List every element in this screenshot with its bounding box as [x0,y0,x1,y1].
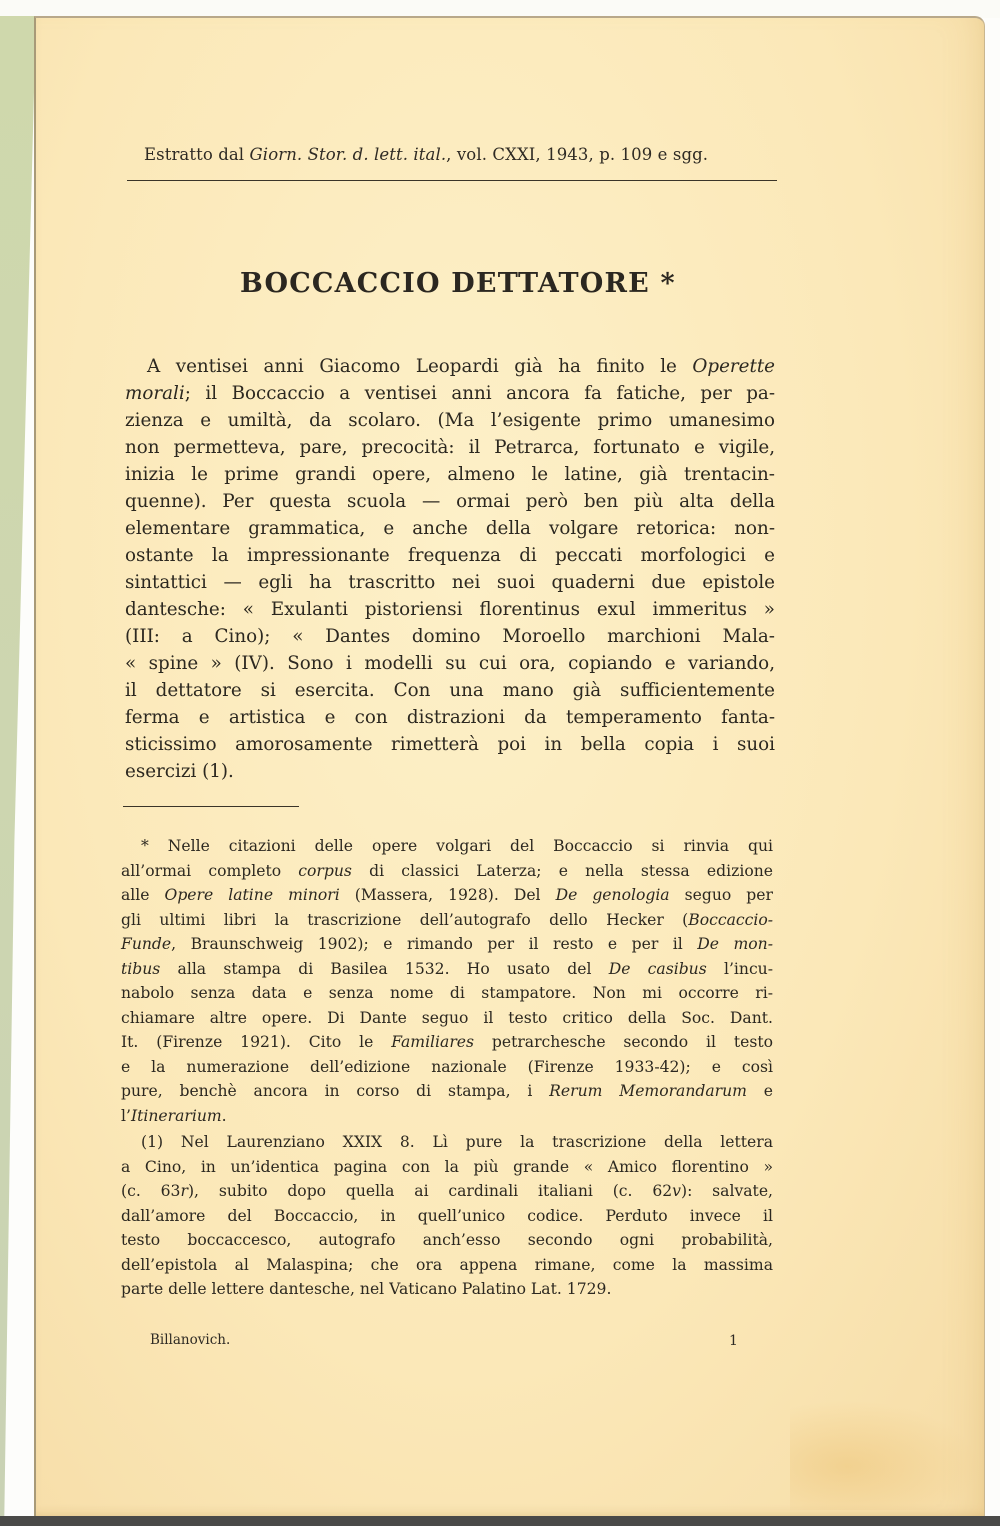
body-line: zienza e umiltà, da scolaro. (Ma l’esigente primo umanesimo [125,410,775,431]
body-line: quenne). Per questa scuola — ormai però ben più alta della [125,491,775,512]
footnote-line: e la numerazione dell’edizione nazionale (Firenze 1933-42); e così [121,1057,773,1076]
paper-stain [790,1400,980,1510]
footnote-line: testo boccaccesco, autografo anch’esso secondo ogni probabilità, [121,1231,773,1249]
footnote-line: (1) Nel Laurenziano XXIX 8. Lì pure la trascrizione della lettera [141,1133,773,1151]
footnote-line: pure, benchè ancora in corso di stampa, i Rerum Memorandarum e [121,1082,774,1100]
footnote-line: l’Itinerarium. [121,1106,227,1125]
body-line: (III: a Cino); « Dantes domino Moroello marchioni Mala- [125,626,775,647]
body-line: esercizi (1). [125,761,234,782]
header-rule [127,180,777,181]
footnote-line: alle Opere latine minori (Massera, 1928). Del De genologia seguo per [121,886,773,904]
footnote-line: parte delle lettere dantesche, nel Vaticano Palatino Lat. 1729. [121,1280,612,1298]
body-paragraph [125,353,775,785]
body-line: sticissimo amorosamente rimetterà poi in bella copia i suoi [125,734,775,755]
body-line: morali; il Boccaccio a ventisei anni ancora fa fatiche, per pa- [125,383,775,404]
scan-bottom-edge [0,1516,1000,1526]
body-line: sintattici — egli ha trascritto nei suoi quaderni due epistole [125,572,775,593]
body-line: ferma e artistica e con distrazioni da temperamento fanta- [125,707,775,728]
body-line: non permetteva, pare, precocità: il Petrarca, fortunato e vigile, [125,437,775,458]
footnote-star [121,834,773,1128]
footnotes [121,834,773,1302]
footnote-line: dall’amore del Boccaccio, in quell’unico codice. Perduto invece il [121,1206,773,1225]
header-suffix: , vol. CXXI, 1943, p. 109 e sgg. [446,145,709,164]
journal-name: Giorn. Stor. d. lett. ital. [249,145,447,164]
footnote-line: gli ultimi libri la trascrizione dell’autografo dello Hecker (Boccaccio- [121,910,773,929]
body-line: inizia le prime grandi opere, almeno le latine, già trentacin- [125,464,775,485]
body-line: il dettatore si esercita. Con una mano già sufficientemente [125,680,775,701]
offprint-header [144,145,784,164]
footnote-line: nabolo senza data e senza nome di stampatore. Non mi occorre ri- [121,984,773,1002]
green-cover-edge [0,16,36,1516]
footnote-line: all’ormai completo corpus di classici Laterza; e nella stessa edizione [121,861,773,880]
header-prefix: Estratto dal [144,145,250,164]
footnote-line: Funde, Braunschweig 1902); e rimando per il resto e per il De mon- [121,935,773,953]
page-number: 1 [729,1333,738,1349]
footnote-line: It. (Firenze 1921). Cito le Familiares petrarchesche secondo il testo [121,1033,773,1051]
footer-author: Billanovich. [150,1332,231,1348]
article-title: BOCCACCIO DETTATORE * [240,268,676,299]
body-line: dantesche: « Exulanti pistoriensi florentinus exul immeritus » [125,599,775,620]
body-line: « spine » (IV). Sono i modelli su cui ora, copiando e variando, [125,653,775,674]
footnote-line: * Nelle citazioni delle opere volgari del Boccaccio si rinvia qui [141,837,773,855]
footnote-separator [123,806,299,807]
body-line: elementare grammatica, e anche della volgare retorica: non- [125,518,775,539]
footnote-1 [121,1130,773,1302]
body-line: ostante la impressionante frequenza di peccati morfologici e [125,545,775,566]
footnote-line: (c. 63r), subito dopo quella ai cardinali italiani (c. 62v): salvate, [121,1182,774,1200]
body-line: A ventisei anni Giacomo Leopardi già ha finito le Operette [147,356,775,377]
footnote-line: a Cino, in un’identica pagina con la più grande « Amico florentino » [121,1157,773,1176]
footnote-line: dell’epistola al Malaspina; che ora appena rimane, come la massima [121,1255,773,1274]
footnote-line: chiamare altre opere. Di Dante seguo il testo critico della Soc. Dant. [121,1008,773,1027]
footnote-line: tibus alla stampa di Basilea 1532. Ho usato del De casibus l’incu- [121,959,773,978]
